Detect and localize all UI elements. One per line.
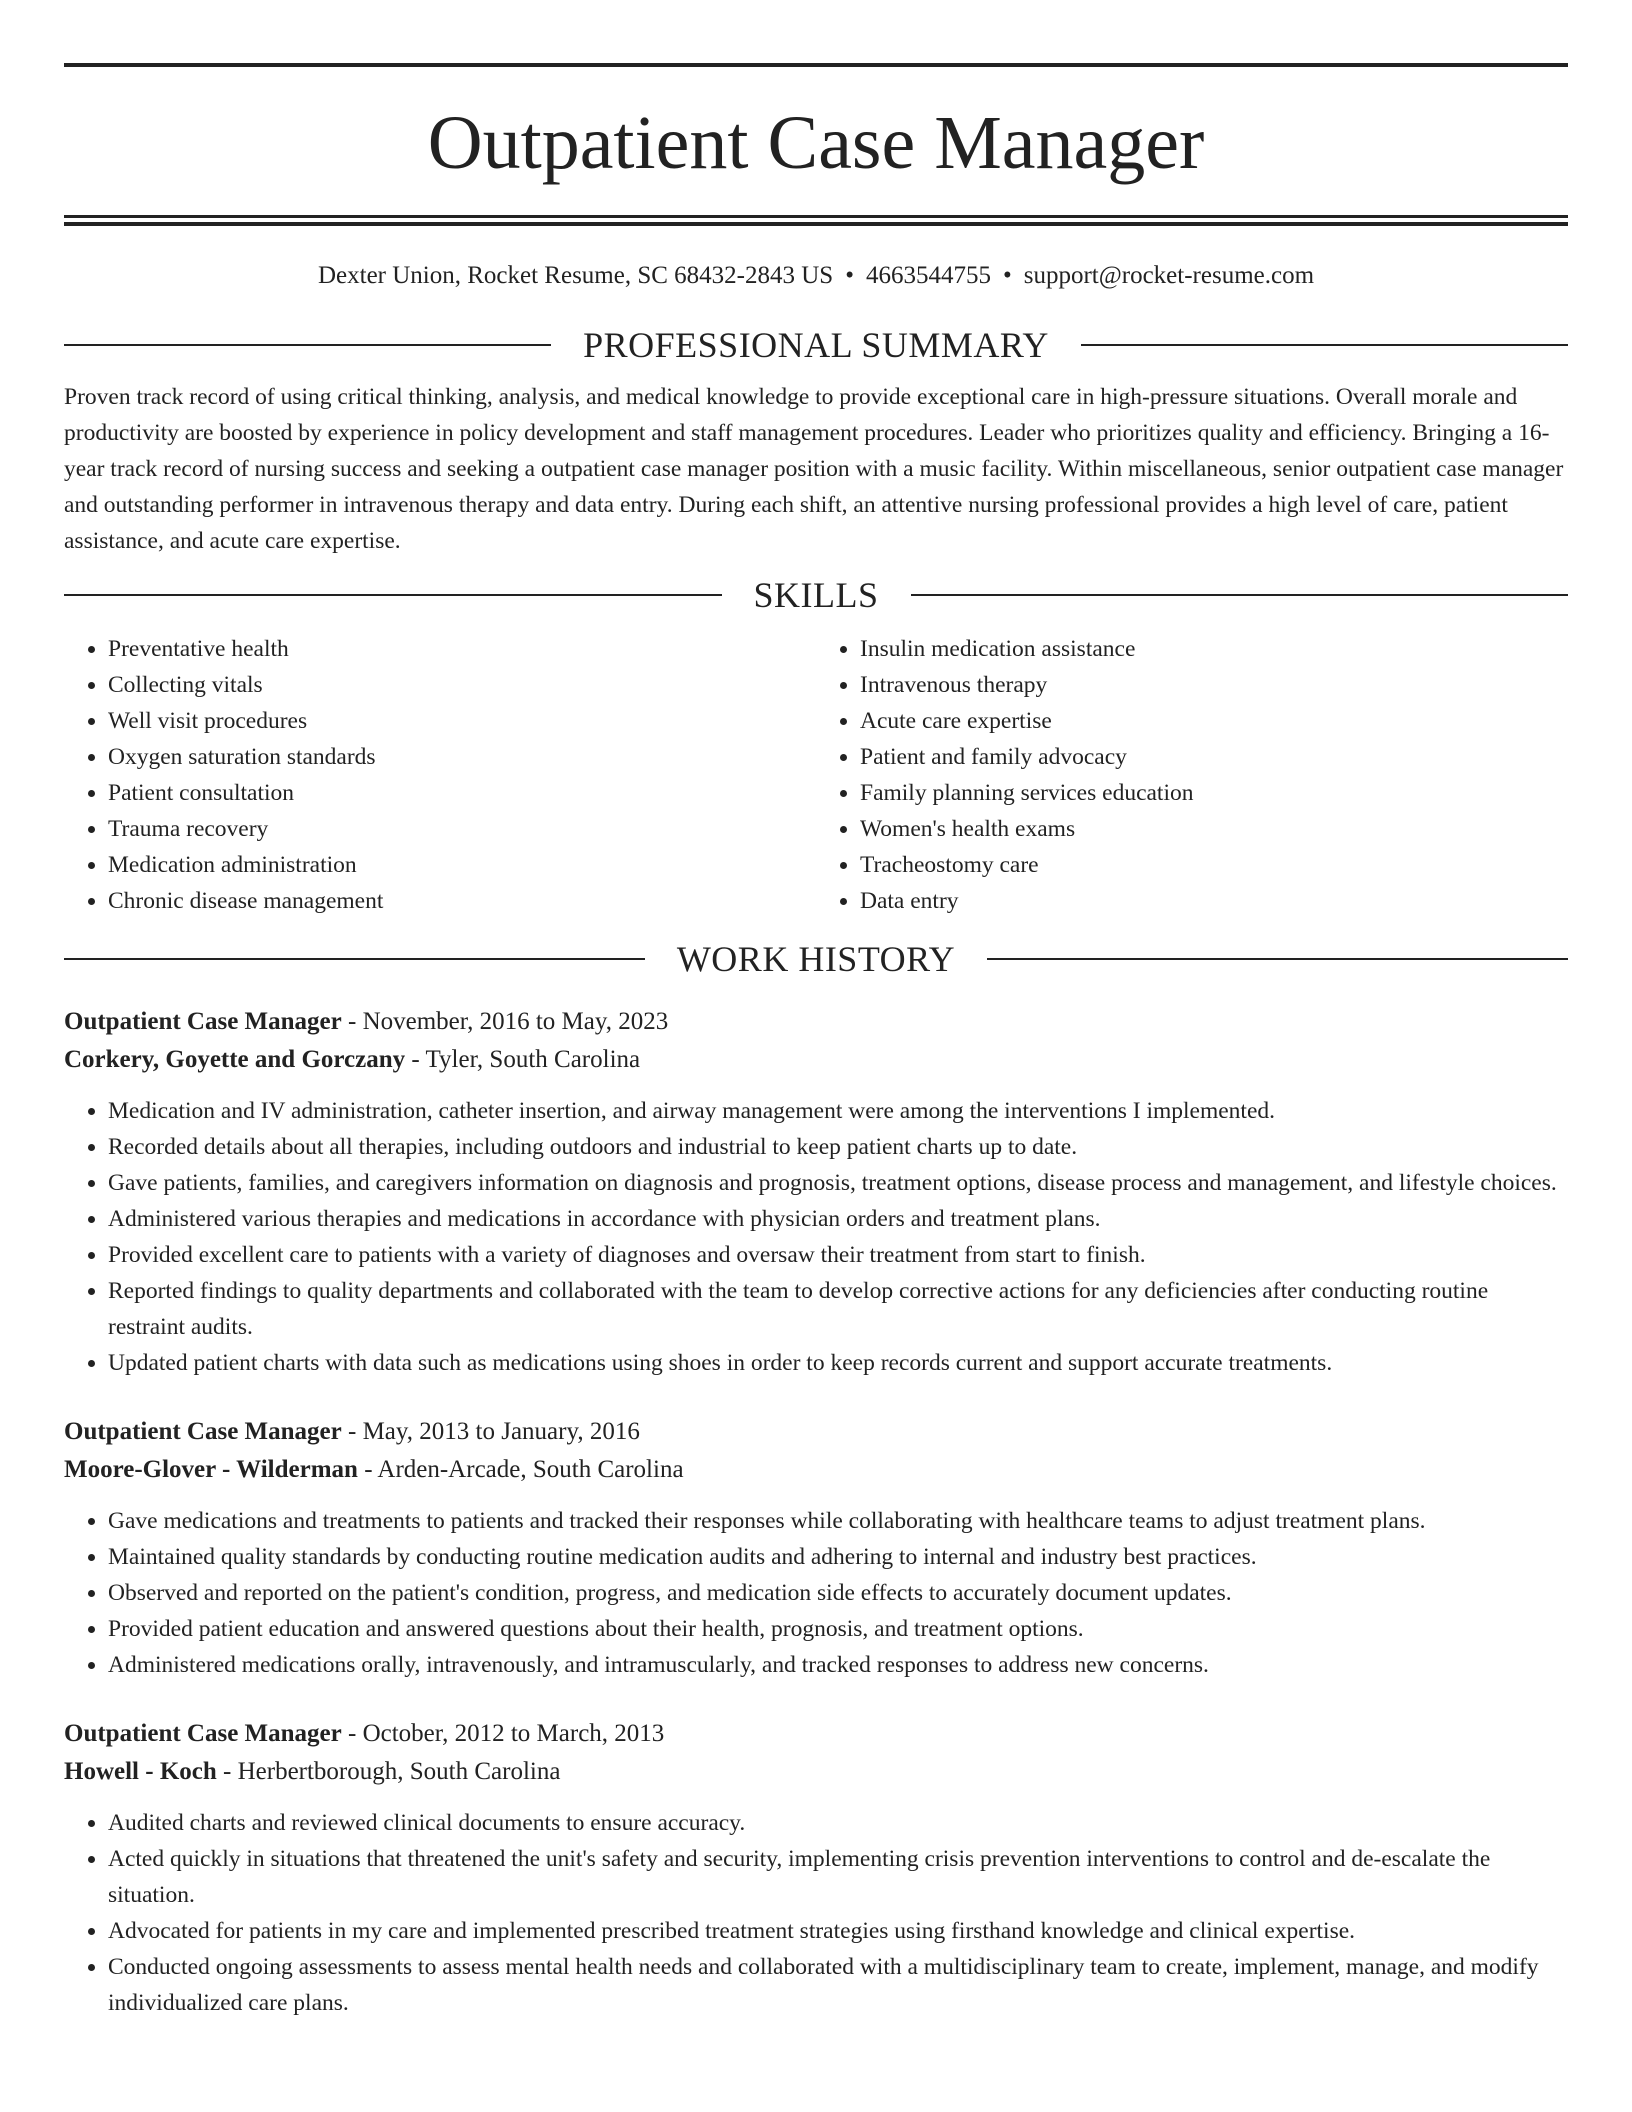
skill-item: • Family planning services education xyxy=(860,775,1568,811)
job-company-line xyxy=(64,1041,1568,1079)
job-dates: - November, 2016 to May, 2023 xyxy=(341,1008,669,1035)
skill-item: • Preventative health xyxy=(108,631,816,667)
contact-phone: 4663544755 xyxy=(865,262,991,289)
section-rule xyxy=(987,958,1568,960)
job-bullet: • Advocated for patients in my care and implemented prescribed treatment strategies using firsthand knowledge and clinical expertise. xyxy=(108,1913,1568,1949)
contact-email: support@rocket-resume.com xyxy=(1023,262,1315,289)
job-company: Corkery, Goyette and Gorczany xyxy=(64,1046,406,1073)
contact-address: Dexter Union, Rocket Resume, SC 68432-2843 US xyxy=(317,262,834,289)
job-bullet: • Gave patients, families, and caregivers information on diagnosis and prognosis, treatment options, disease process and management, and lifestyle choices. xyxy=(108,1165,1568,1201)
job-bullet: • Audited charts and reviewed clinical documents to ensure accuracy. xyxy=(108,1805,1568,1841)
skill-item: • Acute care expertise xyxy=(860,703,1568,739)
job-bullets xyxy=(64,1093,1568,1381)
job-role-line xyxy=(64,1003,1568,1041)
job-role-line xyxy=(64,1715,1568,1753)
skills-list-left xyxy=(64,631,816,919)
job-role: Outpatient Case Manager xyxy=(64,1008,342,1035)
job-company: Moore-Glover - Wilderman xyxy=(64,1456,358,1483)
job-bullet: • Gave medications and treatments to patients and tracked their responses while collaborating with healthcare teams to adjust treatment plans. xyxy=(108,1503,1568,1539)
skills-columns xyxy=(64,631,1568,919)
job-bullet: • Reported findings to quality departments and collaborated with the team to develop corrective actions for any deficiencies after conducting routine restraint audits. xyxy=(108,1273,1568,1345)
skill-item: • Oxygen saturation standards xyxy=(108,739,816,775)
skill-item: • Trauma recovery xyxy=(108,811,816,847)
skill-item: • Chronic disease management xyxy=(108,883,816,919)
job-bullet: • Acted quickly in situations that threatened the unit's safety and security, implementing crisis prevention interventions to control and de-escalate the situation. xyxy=(108,1841,1568,1913)
job-entry xyxy=(64,1715,1568,2021)
job-location: - Tyler, South Carolina xyxy=(405,1046,641,1073)
skill-item: • Well visit procedures xyxy=(108,703,816,739)
summary-paragraph: Proven track record of using critical thinking, analysis, and medical knowledge to provide exceptional care in high-pressure situations. Overall morale and productivity are boosted by experience in policy development and staff management procedures. Leader who prioritizes quality and efficiency. Bringing a 16-year track record of nursing success and seeking a outpatient case manager position with a music facility. Within miscellaneous, senior outpatient case manager and outstanding performer in intravenous therapy and data entry. During each shift, an attentive nursing professional provides a high level of care, patient assistance, and acute care expertise. xyxy=(64,384,1564,554)
job-bullet: • Conducted ongoing assessments to assess mental health needs and collaborated with a multidisciplinary team to create, implement, manage, and modify individualized care plans. xyxy=(108,1949,1568,2021)
skill-item: • Medication administration xyxy=(108,847,816,883)
section-rule xyxy=(64,958,645,960)
job-bullet: • Recorded details about all therapies, including outdoors and industrial to keep patient charts up to date. xyxy=(108,1129,1568,1165)
skill-item: • Intravenous therapy xyxy=(860,667,1568,703)
skill-item: • Patient and family advocacy xyxy=(860,739,1568,775)
job-bullet: • Observed and reported on the patient's condition, progress, and medication side effects to accurately document updates. xyxy=(108,1575,1568,1611)
job-company: Howell - Koch xyxy=(64,1758,217,1785)
contact-line xyxy=(64,259,1568,293)
section-header-work xyxy=(64,937,1568,981)
job-entry xyxy=(64,1413,1568,1683)
job-bullet: • Provided patient education and answered questions about their health, prognosis, and treatment options. xyxy=(108,1611,1568,1647)
job-dates: - May, 2013 to January, 2016 xyxy=(341,1418,640,1445)
skill-item: • Women's health exams xyxy=(860,811,1568,847)
job-bullets xyxy=(64,1805,1568,2021)
work-history-list xyxy=(64,1003,1568,2021)
job-company-line xyxy=(64,1451,1568,1489)
job-role-line xyxy=(64,1413,1568,1451)
skill-item: • Collecting vitals xyxy=(108,667,816,703)
job-dates: - October, 2012 to March, 2013 xyxy=(341,1720,665,1747)
skills-list-right xyxy=(816,631,1568,919)
job-bullets xyxy=(64,1503,1568,1683)
section-title-skills: SKILLS xyxy=(753,575,879,615)
job-role: Outpatient Case Manager xyxy=(64,1720,342,1747)
job-bullet: • Medication and IV administration, catheter insertion, and airway management were among the interventions I implemented. xyxy=(108,1093,1568,1129)
job-bullet: • Administered various therapies and medications in accordance with physician orders and treatment plans. xyxy=(108,1201,1568,1237)
job-location: - Arden-Arcade, South Carolina xyxy=(357,1456,684,1483)
job-bullet: • Administered medications orally, intravenously, and intramuscularly, and tracked responses to address new concerns. xyxy=(108,1647,1568,1683)
skill-item: • Data entry xyxy=(860,883,1568,919)
job-bullet: • Maintained quality standards by conducting routine medication audits and adhering to internal and industry best practices. xyxy=(108,1539,1568,1575)
section-header-summary xyxy=(64,323,1568,367)
section-rule xyxy=(1081,344,1568,346)
job-entry xyxy=(64,1003,1568,1381)
contact-separator: • xyxy=(845,262,854,289)
section-title-work: WORK HISTORY xyxy=(676,939,956,979)
section-header-skills xyxy=(64,573,1568,617)
job-bullet: • Updated patient charts with data such as medications using shoes in order to keep records current and support accurate treatments. xyxy=(108,1345,1568,1381)
contact-separator: • xyxy=(1002,262,1012,289)
skill-item: • Insulin medication assistance xyxy=(860,631,1568,667)
section-rule xyxy=(64,594,722,596)
title-double-rule xyxy=(64,215,1568,226)
top-rule xyxy=(64,63,1568,67)
job-role: Outpatient Case Manager xyxy=(64,1418,342,1445)
resume-title: Outpatient Case Manager xyxy=(427,101,1205,185)
job-bullet: • Provided excellent care to patients with a variety of diagnoses and oversaw their treatment from start to finish. xyxy=(108,1237,1568,1273)
job-location: - Herbertborough, South Carolina xyxy=(216,1758,561,1785)
job-company-line xyxy=(64,1753,1568,1791)
skill-item: • Tracheostomy care xyxy=(860,847,1568,883)
section-rule xyxy=(911,594,1569,596)
section-rule xyxy=(64,344,551,346)
resume-page xyxy=(64,0,1568,2021)
skill-item: • Patient consultation xyxy=(108,775,816,811)
section-title-summary: PROFESSIONAL SUMMARY xyxy=(583,325,1049,365)
